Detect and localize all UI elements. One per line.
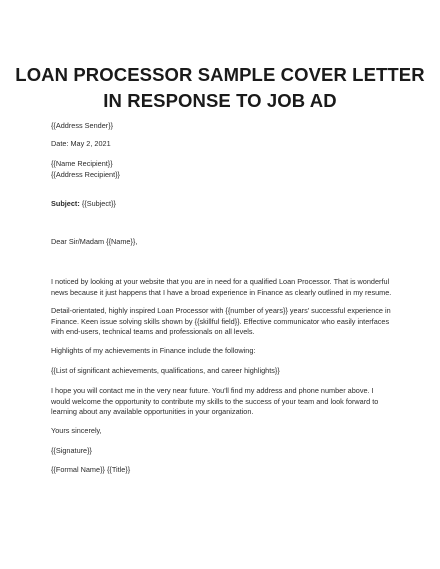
paragraph-highlights: Highlights of my achievements in Finance include the following: <box>51 346 256 355</box>
title-line-2: IN RESPONSE TO JOB AD <box>103 90 337 111</box>
subject-value: {{Subject}} <box>79 199 116 208</box>
paragraph-line: learning about any available opportunities in your organization. <box>51 407 254 417</box>
name-recipient: {{Name Recipient}} <box>51 159 113 168</box>
title-line-1: LOAN PROCESSOR SAMPLE COVER LETTER <box>15 64 425 85</box>
paragraph-closing-remarks <box>51 386 378 418</box>
closing: Yours sincerely, <box>51 426 102 435</box>
paragraph-line: Finance. Keen issue solving skills shown by {{skillful field}}. Effective communicator who easily interfaces <box>51 316 390 326</box>
salutation: Dear Sir/Madam {{Name}}, <box>51 237 138 246</box>
paragraph-line: news because it just happens that I have a broad experience in Finance as clearly outlined in my resume. <box>51 287 392 297</box>
document-title <box>0 62 440 114</box>
paragraph-line: with end-users, technical teams and professionals on all levels. <box>51 327 255 337</box>
paragraph-line: Detail-orientated, highly inspired Loan Processor with {{number of years}} years' successful experience in <box>51 306 391 315</box>
paragraph-achievements: {{List of significant achievements, qualifications, and career highlights}} <box>51 366 280 375</box>
subject-line <box>51 199 116 210</box>
formal-name-title: {{Formal Name}} {{Title}} <box>51 465 131 474</box>
address-sender: {{Address Sender}} <box>51 121 114 130</box>
subject-label: Subject: <box>51 199 80 208</box>
paragraph-line: would welcome the opportunity to contribute my skills to the success of your team and look forward to <box>51 396 379 406</box>
paragraph-line: I noticed by looking at your website that you are in need for a qualified Loan Processor. That is wonderful <box>51 277 390 286</box>
address-recipient: {{Address Recipient}} <box>51 169 120 179</box>
paragraph-intro <box>51 277 391 298</box>
signature: {{Signature}} <box>51 446 92 455</box>
paragraph-line: I hope you will contact me in the very near future. You'll find my address and phone number above. I <box>51 386 374 395</box>
paragraph-experience <box>51 306 391 338</box>
letter-date: Date: May 2, 2021 <box>51 139 111 148</box>
